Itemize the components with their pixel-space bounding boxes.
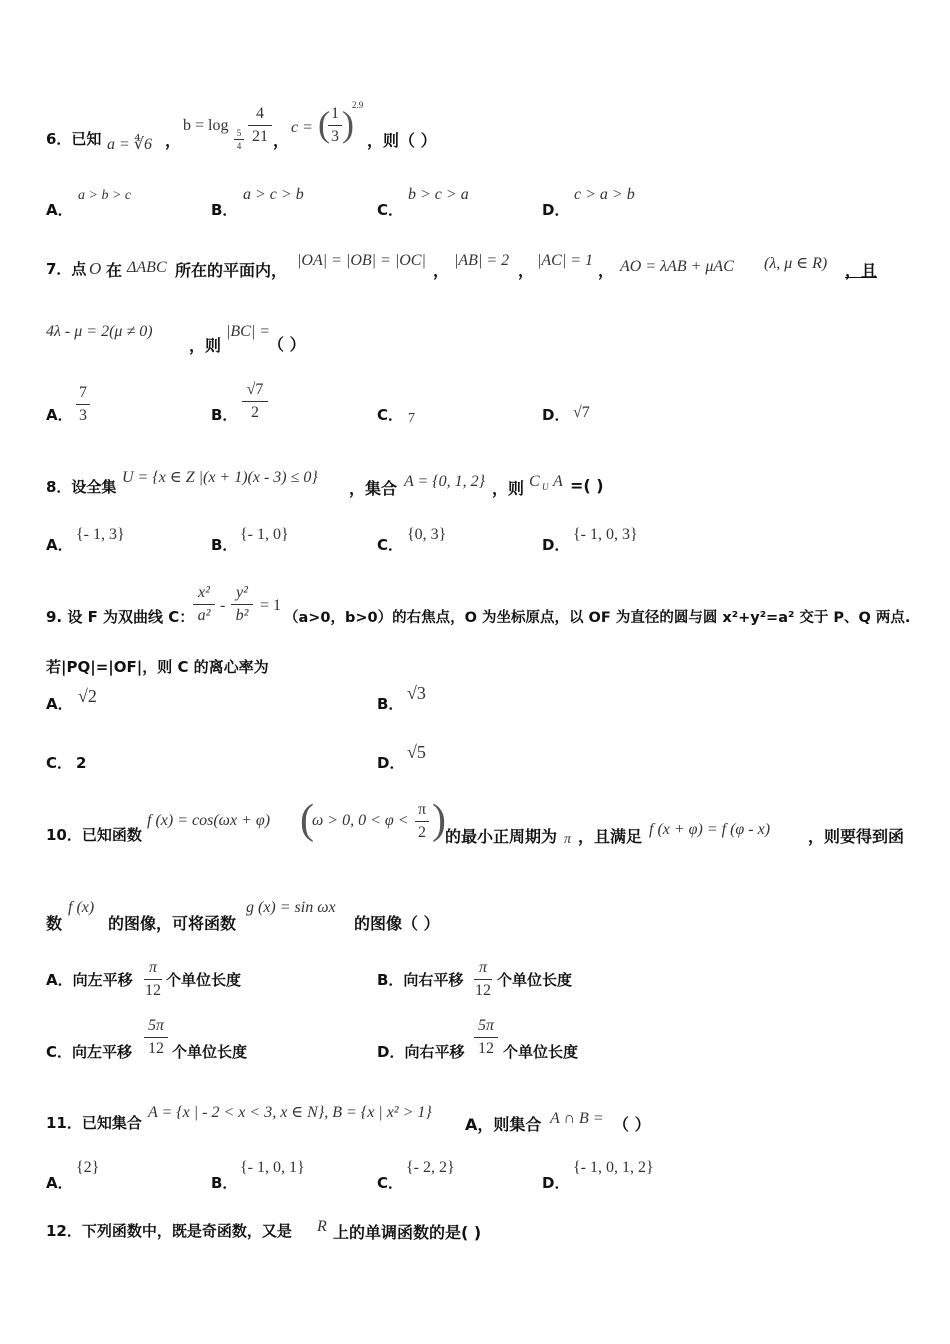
q8-option-b-label: B．	[211, 536, 238, 554]
q8-option-d-value: {- 1, 0, 3}	[573, 526, 638, 543]
q9-option-d-label: D．	[377, 754, 405, 772]
q7-point-o: O	[89, 259, 102, 278]
q6-a-expr: a = ∜6	[107, 136, 152, 153]
q6-option-c-value: b > c > a	[408, 186, 469, 203]
q6-option-d-value: c > a > b	[574, 186, 635, 203]
q10-line2-mid: 的图像，可将函数	[108, 914, 237, 933]
q12-tail: 上的单调函数的是( )	[333, 1223, 482, 1242]
q8-option-c-value: {0, 3}	[407, 526, 447, 543]
q10-tail: ，则要得到函	[808, 827, 905, 846]
q6-c-lparen: (	[318, 104, 330, 144]
q8-a-expr: A = {0, 1, 2}	[404, 473, 486, 490]
q6-tail: ，则（ ）	[367, 131, 437, 150]
q10-option-c-label: C．向左平移	[46, 1043, 133, 1061]
q6-c-exponent: 2.9	[352, 100, 364, 110]
q11-option-d-label: D．	[542, 1174, 570, 1192]
q7-qie: ，且	[845, 261, 878, 280]
q7-comma3: ，	[598, 261, 615, 280]
q8-option-c-label: C．	[377, 536, 404, 554]
q8-tail: =( )	[570, 476, 604, 495]
q7-comma2: ，	[518, 261, 535, 280]
q6-option-d-label: D．	[542, 201, 570, 219]
q7-option-a-fraction: 7 3	[76, 383, 90, 426]
q10-cond: ω > 0, 0 < φ <	[312, 812, 409, 829]
q9-fraction-x: x² a²	[193, 583, 215, 626]
q6-b-expr: b = log	[183, 117, 229, 134]
q8-option-a-value: {- 1, 3}	[76, 526, 125, 543]
q11-option-a-value: {2}	[76, 1159, 100, 1176]
q12-r: R	[317, 1218, 327, 1235]
q8-complement-sub: U	[542, 482, 549, 492]
q8-option-a-label: A．	[46, 536, 73, 554]
q11-option-c-value: {- 2, 2}	[406, 1159, 455, 1176]
q7-eq3: |AC| = 1	[537, 252, 594, 269]
q7-text-zai: 在	[106, 261, 123, 280]
q10-text-satisfy: ，且满足	[578, 827, 643, 846]
q7-option-c-label: C．	[377, 406, 404, 424]
q10-option-d-unit: 个单位长度	[503, 1043, 579, 1061]
q10-option-a-label: A．向左平移	[46, 971, 133, 989]
q9-option-a-value: √2	[78, 686, 97, 706]
q7-eq1: |OA| = |OB| = |OC|	[297, 252, 426, 269]
q6-option-c-label: C．	[377, 201, 404, 219]
q8-u-expr: U = {x ∈ Z |(x + 1)(x - 3) ≤ 0}	[122, 469, 318, 486]
q7-bc-expr: |BC| =	[226, 323, 271, 340]
q7-eq2: |AB| = 2	[454, 252, 510, 269]
q11-tail: （ ）	[613, 1115, 651, 1134]
q7-triangle: ΔABC	[127, 259, 167, 276]
q7-option-d-label: D．	[542, 406, 570, 424]
q10-f-eq: f (x + φ) = f (φ - x)	[649, 821, 771, 838]
q7-eq4: AO = λAB + μAC	[620, 258, 734, 275]
q11-option-a-label: A．	[46, 1174, 73, 1192]
q8-option-b-value: {- 1, 0}	[240, 526, 289, 543]
q6-c-rparen: )	[342, 104, 354, 144]
q7-eq4-domain: (λ, μ ∈ R)	[764, 255, 828, 272]
q10-g-expr: g (x) = sin ωx	[246, 899, 336, 916]
q6-comma2: ，	[273, 131, 290, 150]
q10-number: 10．已知函数	[46, 826, 142, 844]
q6-comma1: ，	[165, 131, 182, 150]
q10-text-period: 的最小正周期为	[445, 827, 558, 846]
q8-complement-a: A	[553, 473, 563, 490]
q9-fraction-y: y² b²	[231, 583, 253, 626]
q8-option-d-label: D．	[542, 536, 570, 554]
q9-line2: 若|PQ|=|OF|，则 C 的离心率为	[46, 658, 269, 676]
q11-number: 11．已知集合	[46, 1114, 142, 1132]
q10-option-d-fraction: 5π 12	[474, 1016, 498, 1059]
q10-cond-lparen: (	[300, 797, 314, 843]
q7-line2-tail: （ ）	[268, 335, 306, 354]
q10-fx: f (x)	[68, 899, 95, 916]
q9-option-b-label: B．	[377, 695, 404, 713]
q9-minus: -	[220, 597, 226, 614]
q7-number: 7．点	[46, 260, 87, 278]
q10-line2-tail: 的图像（ ）	[354, 914, 440, 933]
q10-option-b-unit: 个单位长度	[497, 971, 573, 989]
q8-text-then: ，则	[492, 479, 525, 498]
q7-option-b-fraction: √7 2	[242, 380, 268, 423]
q10-line2-pre: 数	[46, 914, 63, 933]
q10-cond-rparen: )	[432, 797, 446, 843]
q10-option-a-unit: 个单位长度	[166, 971, 242, 989]
q7-line2-eq: 4λ - μ = 2(μ ≠ 0)	[46, 323, 153, 340]
q9-option-a-label: A．	[46, 695, 73, 713]
q7-line2-then: ，则	[189, 336, 222, 355]
q11-intersect: A ∩ B =	[550, 1110, 604, 1127]
q6-c-expr: c =	[291, 119, 313, 136]
q6-option-b-label: B．	[211, 201, 238, 219]
q7-text-plane: 所在的平面内，	[175, 261, 288, 280]
q9-option-b-value: √3	[407, 683, 426, 703]
q7-comma1: ，	[433, 261, 450, 280]
q7-option-b-label: B．	[211, 406, 238, 424]
q10-pi: π	[564, 832, 572, 847]
q6-option-a-label: A．	[46, 201, 73, 219]
q11-text-mid: A，则集合	[465, 1115, 542, 1134]
q9-option-d-value: √5	[407, 742, 426, 762]
q9-tail: （a>0，b>0）的右焦点，O 为坐标原点，以 OF 为直径的圆与圆 x²+y²=a² 交于 P、Q 两点.	[284, 610, 911, 626]
q9-number: 9. 设 F 为双曲线 C：	[46, 608, 195, 626]
q8-number: 8．设全集	[46, 478, 117, 496]
q10-option-b-label: B．向右平移	[377, 971, 464, 989]
q9-option-c-value: 2	[76, 754, 87, 772]
q11-set-expr: A = {x | - 2 < x < 3, x ∈ N}, B = {x | x² > 1}	[148, 1104, 432, 1121]
q11-option-c-label: C．	[377, 1174, 404, 1192]
q6-log-base: 5 4	[234, 128, 244, 151]
q12-text: 12．下列函数中，既是奇函数，又是	[46, 1222, 292, 1240]
q6-option-b-value: a > c > b	[243, 186, 304, 203]
q10-option-c-fraction: 5π 12	[144, 1016, 168, 1059]
q7-option-d-value: √7	[573, 404, 590, 421]
q7-option-a-label: A．	[46, 406, 73, 424]
q9-option-c-label: C．	[46, 754, 73, 772]
q10-option-b-fraction: π 12	[475, 959, 491, 999]
q10-option-d-label: D．向右平移	[377, 1043, 465, 1061]
q10-f-expr: f (x) = cos(ωx + φ)	[147, 812, 271, 829]
q6-b-fraction: 4 21	[248, 104, 272, 147]
q6-c-fraction: 1 3	[328, 104, 342, 147]
q6-option-a-value: a > b > c	[78, 188, 132, 203]
q11-option-d-value: {- 1, 0, 1, 2}	[573, 1159, 654, 1176]
q10-option-a-fraction: π 12	[145, 959, 161, 999]
q7-option-c-value: 7	[408, 411, 415, 426]
q6-number: 6．已知	[46, 130, 102, 148]
q11-option-b-label: B．	[211, 1174, 238, 1192]
q10-cond-fraction: π 2	[415, 800, 429, 843]
q8-complement: C	[529, 473, 540, 490]
q10-option-c-unit: 个单位长度	[172, 1043, 248, 1061]
q9-eq1: = 1	[260, 597, 282, 614]
q8-text-set: ，集合	[349, 479, 398, 498]
q11-option-b-value: {- 1, 0, 1}	[240, 1159, 305, 1176]
